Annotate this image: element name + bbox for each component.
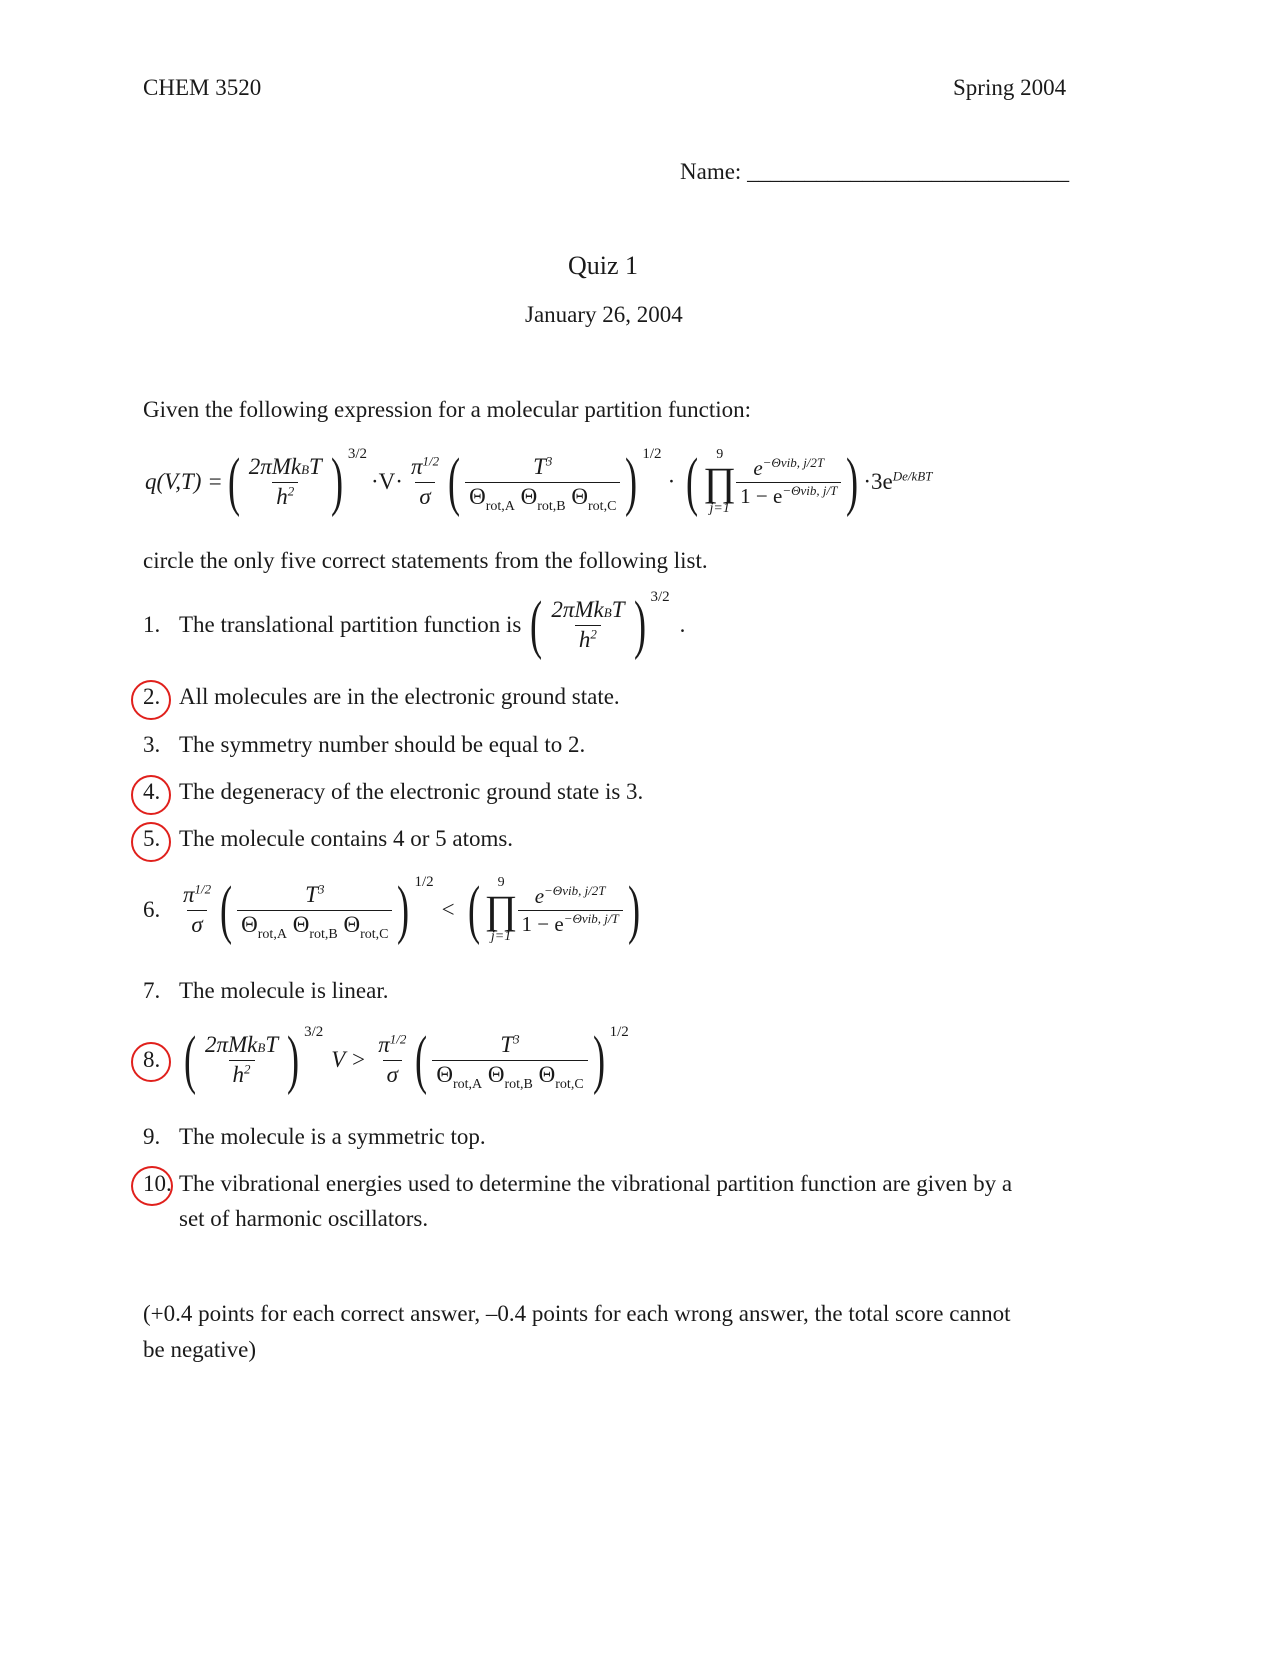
statement-9[interactable]: 9. The molecule is a symmetric top.: [143, 1124, 486, 1149]
statement-10-continued: set of harmonic oscillators.: [179, 1206, 429, 1231]
name-field: [680, 158, 1069, 186]
statement-10[interactable]: 10. The vibrational energies used to determine the vibrational partition function are given by a: [143, 1171, 1013, 1196]
translational-fraction: $\frac{\text{2πMkBT}}{h^2}$: [245, 453, 326, 512]
rotational-fraction: $\frac{T^3}{\Theta_{rot,A} \Theta_{rot,B} \Theta_{rot,C}}$: [465, 453, 620, 512]
exponent-1-2: 1/2: [642, 446, 662, 462]
partition-function-formula: q(V,T) = ( $\frac{\text{2πMkBT}}{h^2}$ ) 3/2 ·V· $\frac{\pi^{1/2}}{\sigma}$ ( $\frac{T^3}{\Theta_{rot,A} \Theta_{rot,B} \Theta_{rot,C}}$ ) 1/2 · ( 9 ∏ j=1 $\frac{e^{-\Theta vib, j/2T}}{1 - e^{-\Theta vib, j/T}}$ ) $\cdot 3e^{De/kBT}$: [145, 445, 933, 518]
quiz-date: January 26, 2004: [525, 302, 683, 327]
paren-close: ): [330, 445, 343, 518]
intro-text: Given the following expression for a molecular partition function:: [143, 397, 752, 422]
statement-6[interactable]: 6. $\frac{\pi^{1/2}}{\sigma}$ ( $\frac{T^3}{\Theta_{rot,A} \Theta_{rot,B} \Theta_{rot,C}}$ ) 1/2 < ( 9 ∏ j=1 $\frac{e^{-\Theta vib, j/2T}}{1 - e^{-\Theta vib, j/T}}$ ): [143, 873, 640, 946]
scoring-line-2: be negative): [143, 1337, 257, 1362]
statement-8[interactable]: 8. ( $\frac{\text{2πMkBT}}{h^2}$ ) 3/2 V > $\frac{\pi^{1/2}}{\sigma}$ ( $\frac{T^3}{\Theta_{rot,A} \Theta_{rot,B} \Theta_{rot,C}}$ ) 1/2: [143, 1023, 629, 1096]
statement-5[interactable]: 5. The molecule contains 4 or 5 atoms.: [143, 826, 514, 851]
name-blank: ____________________________: [747, 159, 1070, 184]
formula-lhs: q(V,T) =: [145, 469, 223, 495]
paren-open: (: [227, 445, 240, 518]
statement-4[interactable]: 4. The degeneracy of the electronic ground state is 3.: [143, 779, 644, 804]
statement-7[interactable]: 7. The molecule is linear.: [143, 978, 389, 1003]
term: Spring 2004: [953, 75, 1067, 100]
exponent-3-2: 3/2: [347, 446, 367, 462]
pi-over-sigma: $\frac{\pi^{1/2}}{\sigma}$: [407, 453, 443, 512]
name-label: Name:: [680, 159, 742, 184]
statement-2[interactable]: 2. All molecules are in the electronic ground state.: [143, 684, 620, 709]
statement-3[interactable]: 3. The symmetry number should be equal to 2.: [143, 732, 586, 757]
instruction-text: circle the only five correct statements from the following list.: [143, 548, 708, 573]
statement-1: 1. The translational partition function is ( $\frac{\text{2πMkBT}}{h^2}$ ) 3/2 .: [143, 588, 686, 661]
course-code: CHEM 3520: [143, 75, 262, 100]
vibrational-product: 9 ∏ j=1 $\frac{e^{-\Theta vib, j/2T}}{1 - e^{-\Theta vib, j/T}}$: [703, 448, 841, 516]
dot-v: ·V·: [371, 469, 403, 495]
scoring-line-1: (+0.4 points for each correct answer, –0.4 points for each wrong answer, the total score cannot: [143, 1301, 1011, 1326]
quiz-title: Quiz 1: [568, 251, 639, 280]
electronic-term: $\cdot 3e^{De/kBT}$: [863, 468, 933, 495]
